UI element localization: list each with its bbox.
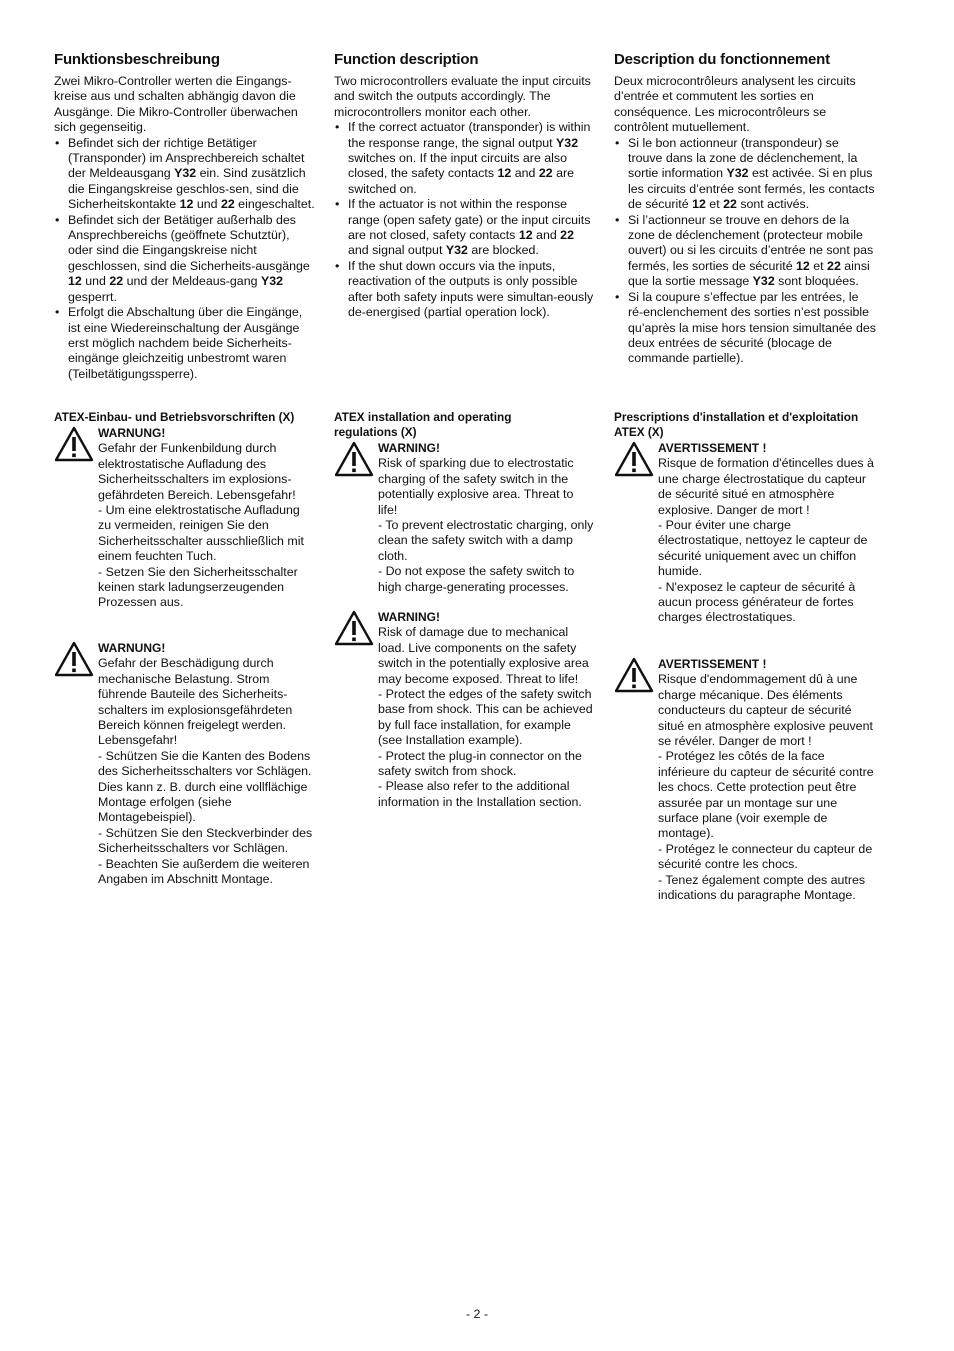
warning-triangle-icon xyxy=(614,441,654,477)
column-english xyxy=(334,50,596,809)
warning-block xyxy=(334,610,596,810)
bullet-item: • Erfolgt die Abschaltung über die Eingänge, ist eine Wiedereinschaltung der Ausgänge erst möglich nachdem beide Sicherheits-eingänge gleichzeitig unbestromt waren (Teilbetätigungssperre). xyxy=(54,305,316,382)
section-title: Funktionsbeschreibung xyxy=(54,51,220,68)
atex-title: ATEX installation and operating regulations (X) xyxy=(334,410,512,440)
bullet-item: • If the correct actuator (transponder) is within the response range, the signal output Y32 switches on. If the input circuits are also closed, the safety contacts 12 and 22 are switched on. xyxy=(334,120,596,197)
bullet-list xyxy=(614,136,876,367)
atex-title: Prescriptions d'installation et d'exploitation ATEX (X) xyxy=(614,410,859,440)
warning-label: WARNUNG! xyxy=(98,641,166,655)
bullet-item: • If the actuator is not within the response range (open safety gate) or the input circuits are not closed, safety contacts 12 and 22 and signal output Y32 are blocked. xyxy=(334,197,596,259)
warning-block xyxy=(614,441,876,626)
bullet-list xyxy=(54,136,316,383)
section-title: Function description xyxy=(334,51,479,68)
warning-triangle-icon xyxy=(54,426,94,462)
warning-label: AVERTISSEMENT ! xyxy=(658,657,767,671)
bullet-item: • Si la coupure s’effectue par les entrées, le ré-enclenchement des sorties n’est possible qu’après la mise hors tension simultanée des deux entrées de sécurité (blocage de commande partielle). xyxy=(614,290,876,367)
warning-text: Risque d'endommagement dû à une charge mécanique. Des éléments conducteurs du capteur de sécurité situé en atmosphère explosive peuvent se révéler. Danger de mort ! - Protégez les côtés de la face inférieure du capteur de sécurité contre les chocs. Cette protection peut être assurée par un montage sur une surface plane (voir exemple de montage). - Protégez le connecteur du capteur de sécurité contre les chocs. - Tenez également compte des autres indications du paragraphe Montage. xyxy=(658,672,874,903)
warning-block xyxy=(334,441,596,595)
bullet-item: • If the shut down occurs via the inputs, reactivation of the outputs is only possible after both safety inputs were simultan-eously de-energised (partial operation lock). xyxy=(334,259,596,321)
intro-paragraph: Zwei Mikro-Controller werten die Eingangs-kreise aus und schalten abhängig davon die Ausgänge. Die Mikro-Controller überwachen sich gegenseitig. xyxy=(54,74,298,135)
bullet-item: • Befindet sich der Betätiger außerhalb des Ansprechbereichs (geöffnete Schutztür), oder sind die Eingangskreise nicht geschlossen, sind die Sicherheits-ausgänge 12 und 22 und der Meldeaus-gang Y32 gesperrt. xyxy=(54,213,316,305)
bullet-list xyxy=(334,120,596,320)
warning-label: WARNING! xyxy=(378,610,440,624)
intro-paragraph: Two microcontrollers evaluate the input circuits and switch the outputs accordingly. The microcontrollers monitor each other. xyxy=(334,74,591,119)
warning-text: Risque de formation d'étincelles dues à une charge électrostatique du capteur de sécurité situé en atmosphère explosive. Danger de mort ! - Pour éviter une charge électrostatique, nettoyez le capteur de sécurité uniquement avec un chiffon humide. - N'exposez le capteur de sécurité à aucun process générateur de fortes charges électrostatiques. xyxy=(658,456,874,625)
warning-block xyxy=(54,426,316,611)
warning-triangle-icon xyxy=(334,441,374,477)
warning-text: Risk of sparking due to electrostatic charging of the safety switch in the potentially explosive area. Threat to life! - To prevent electrostatic charging, only clean the safety switch with a damp cloth. - Do not expose the safety switch to high charge-generating processes. xyxy=(378,456,594,594)
page-number: - 2 - xyxy=(465,1307,489,1321)
warning-block xyxy=(54,641,316,888)
atex-title: ATEX-Einbau- und Betriebsvorschriften (X) xyxy=(54,410,295,424)
section-title: Description du fonctionnement xyxy=(614,51,830,68)
warning-block xyxy=(614,657,876,904)
warning-label: WARNUNG! xyxy=(98,426,166,440)
column-french xyxy=(614,50,876,903)
bullet-item: • Si l’actionneur se trouve en dehors de la zone de déclenchement (protecteur mobile ouvert) ou si les circuits d’entrée ne sont pas fermés, les sorties de sécurité 12 et 22 ainsi que la sortie message Y32 sont bloquées. xyxy=(614,213,876,290)
warning-triangle-icon xyxy=(54,641,94,677)
warning-label: AVERTISSEMENT ! xyxy=(658,441,767,455)
warning-triangle-icon xyxy=(614,657,654,693)
warning-triangle-icon xyxy=(334,610,374,646)
column-german xyxy=(54,50,316,887)
intro-paragraph: Deux microcontrôleurs analysent les circuits d’entrée et commutent les sorties en conséquence. Les microcontrôleurs se contrôlent mutuellement. xyxy=(614,74,856,135)
warning-label: WARNING! xyxy=(378,441,440,455)
bullet-item: • Befindet sich der richtige Betätiger (Transponder) im Ansprechbereich schaltet der Meldeausgang Y32 ein. Sind zusätzlich die Eingangskreise geschlos-sen, sind die Sicherheitskontakte 12 und 22 eingeschaltet. xyxy=(54,136,316,213)
warning-text: Gefahr der Funkenbildung durch elektrostatische Aufladung des Sicherheitsschalters im explosions-gefährdeten Bereich. Lebensgefahr! - Um eine elektrostatische Aufladung zu vermeiden, reinigen Sie den Sicherheitsschalter ausschließlich mit einem feuchten Tuch. - Setzen Sie den Sicherheitsschalter keinen stark ladungserzeugenden Prozessen aus. xyxy=(98,441,304,610)
warning-text: Gefahr der Beschädigung durch mechanische Belastung. Strom führende Bauteile des Sicherheits-schalters im explosionsgefährdeten Bereich können freigelegt werden. Lebensgefahr! - Schützen Sie die Kanten des Bodens des Sicherheitsschalters vor Schlägen. Dies kann z. B. durch eine vollflächige Montage erfolgen (siehe Montagebeispiel). - Schützen Sie den Steckverbinder des Sicherheitsschalters vor Schlägen. - Beachten Sie außerdem die weiteren Angaben im Abschnitt Montage. xyxy=(98,656,313,887)
warning-text: Risk of damage due to mechanical load. Live components on the safety switch in the potentially explosive area may become exposed. Threat to life! - Protect the edges of the safety switch base from shock. This can be achieved by full face installation, for example (see Installation example). - Protect the plug-in connector on the safety switch from shock. - Please also refer to the additional information in the Installation section. xyxy=(378,625,593,809)
bullet-item: • Si le bon actionneur (transpondeur) se trouve dans la zone de déclenchement, la sortie information Y32 est activée. Si en plus les circuits d’entrée sont fermés, les contacts de sécurité 12 et 22 sont activés. xyxy=(614,136,876,213)
